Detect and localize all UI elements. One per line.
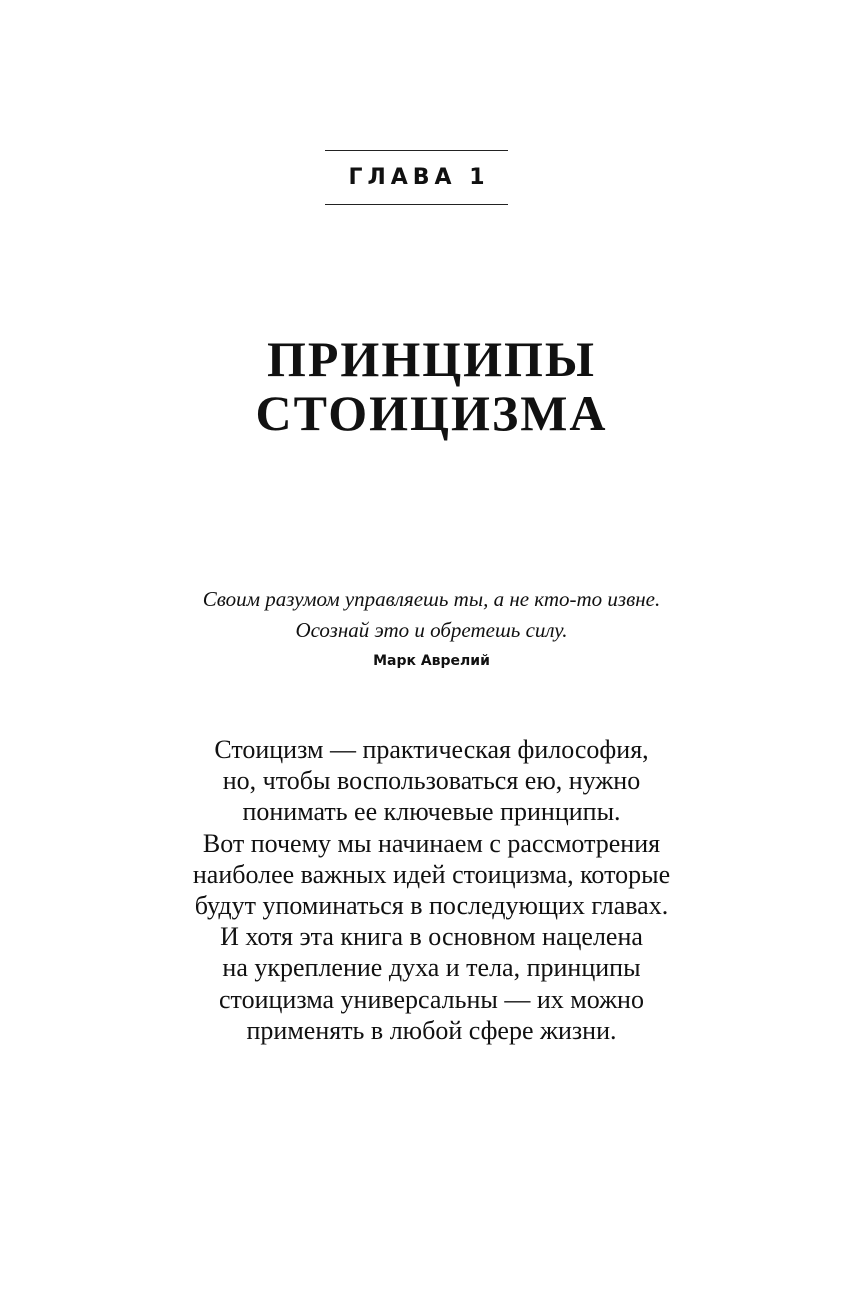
chapter-label: ГЛАВА 1 [348, 165, 490, 190]
body-line: на укрепление духа и тела, принципы [222, 953, 641, 983]
body-line: но, чтобы воспользоваться ею, нужно [222, 766, 641, 796]
body-line: понимать ее ключевые принципы. [242, 797, 621, 827]
body-line: стоицизма универсальны — их можно [219, 984, 644, 1014]
body-line: наиболее важных идей стоицизма, которые [192, 859, 671, 889]
body-line: И хотя эта книга в основном нацелена [220, 922, 643, 952]
epigraph-line: Осознай это и обретешь силу. [295, 618, 568, 642]
body-line: Стоицизм — практическая философия, [214, 735, 649, 764]
chapter-title [0, 332, 863, 440]
body-paragraph [0, 734, 863, 1046]
body-line: будут упоминаться в последующих главах. [194, 891, 669, 921]
body-line: применять в любой сфере жизни. [246, 1015, 617, 1045]
body-line: Вот почему мы начинаем с рассмотрения [202, 828, 661, 858]
epigraph-author: Марк Аврелий [373, 653, 490, 669]
chapter-rule-bottom [325, 204, 508, 205]
chapter-title-line: СТОИЦИЗМА [255, 385, 608, 441]
chapter-rule-top [325, 150, 508, 151]
chapter-title-line: ПРИНЦИПЫ [267, 331, 596, 387]
epigraph-line: Своим разумом управляешь ты, а не кто-то извне. [202, 587, 661, 611]
epigraph-quote [0, 584, 863, 646]
chapter-heading [325, 150, 508, 205]
